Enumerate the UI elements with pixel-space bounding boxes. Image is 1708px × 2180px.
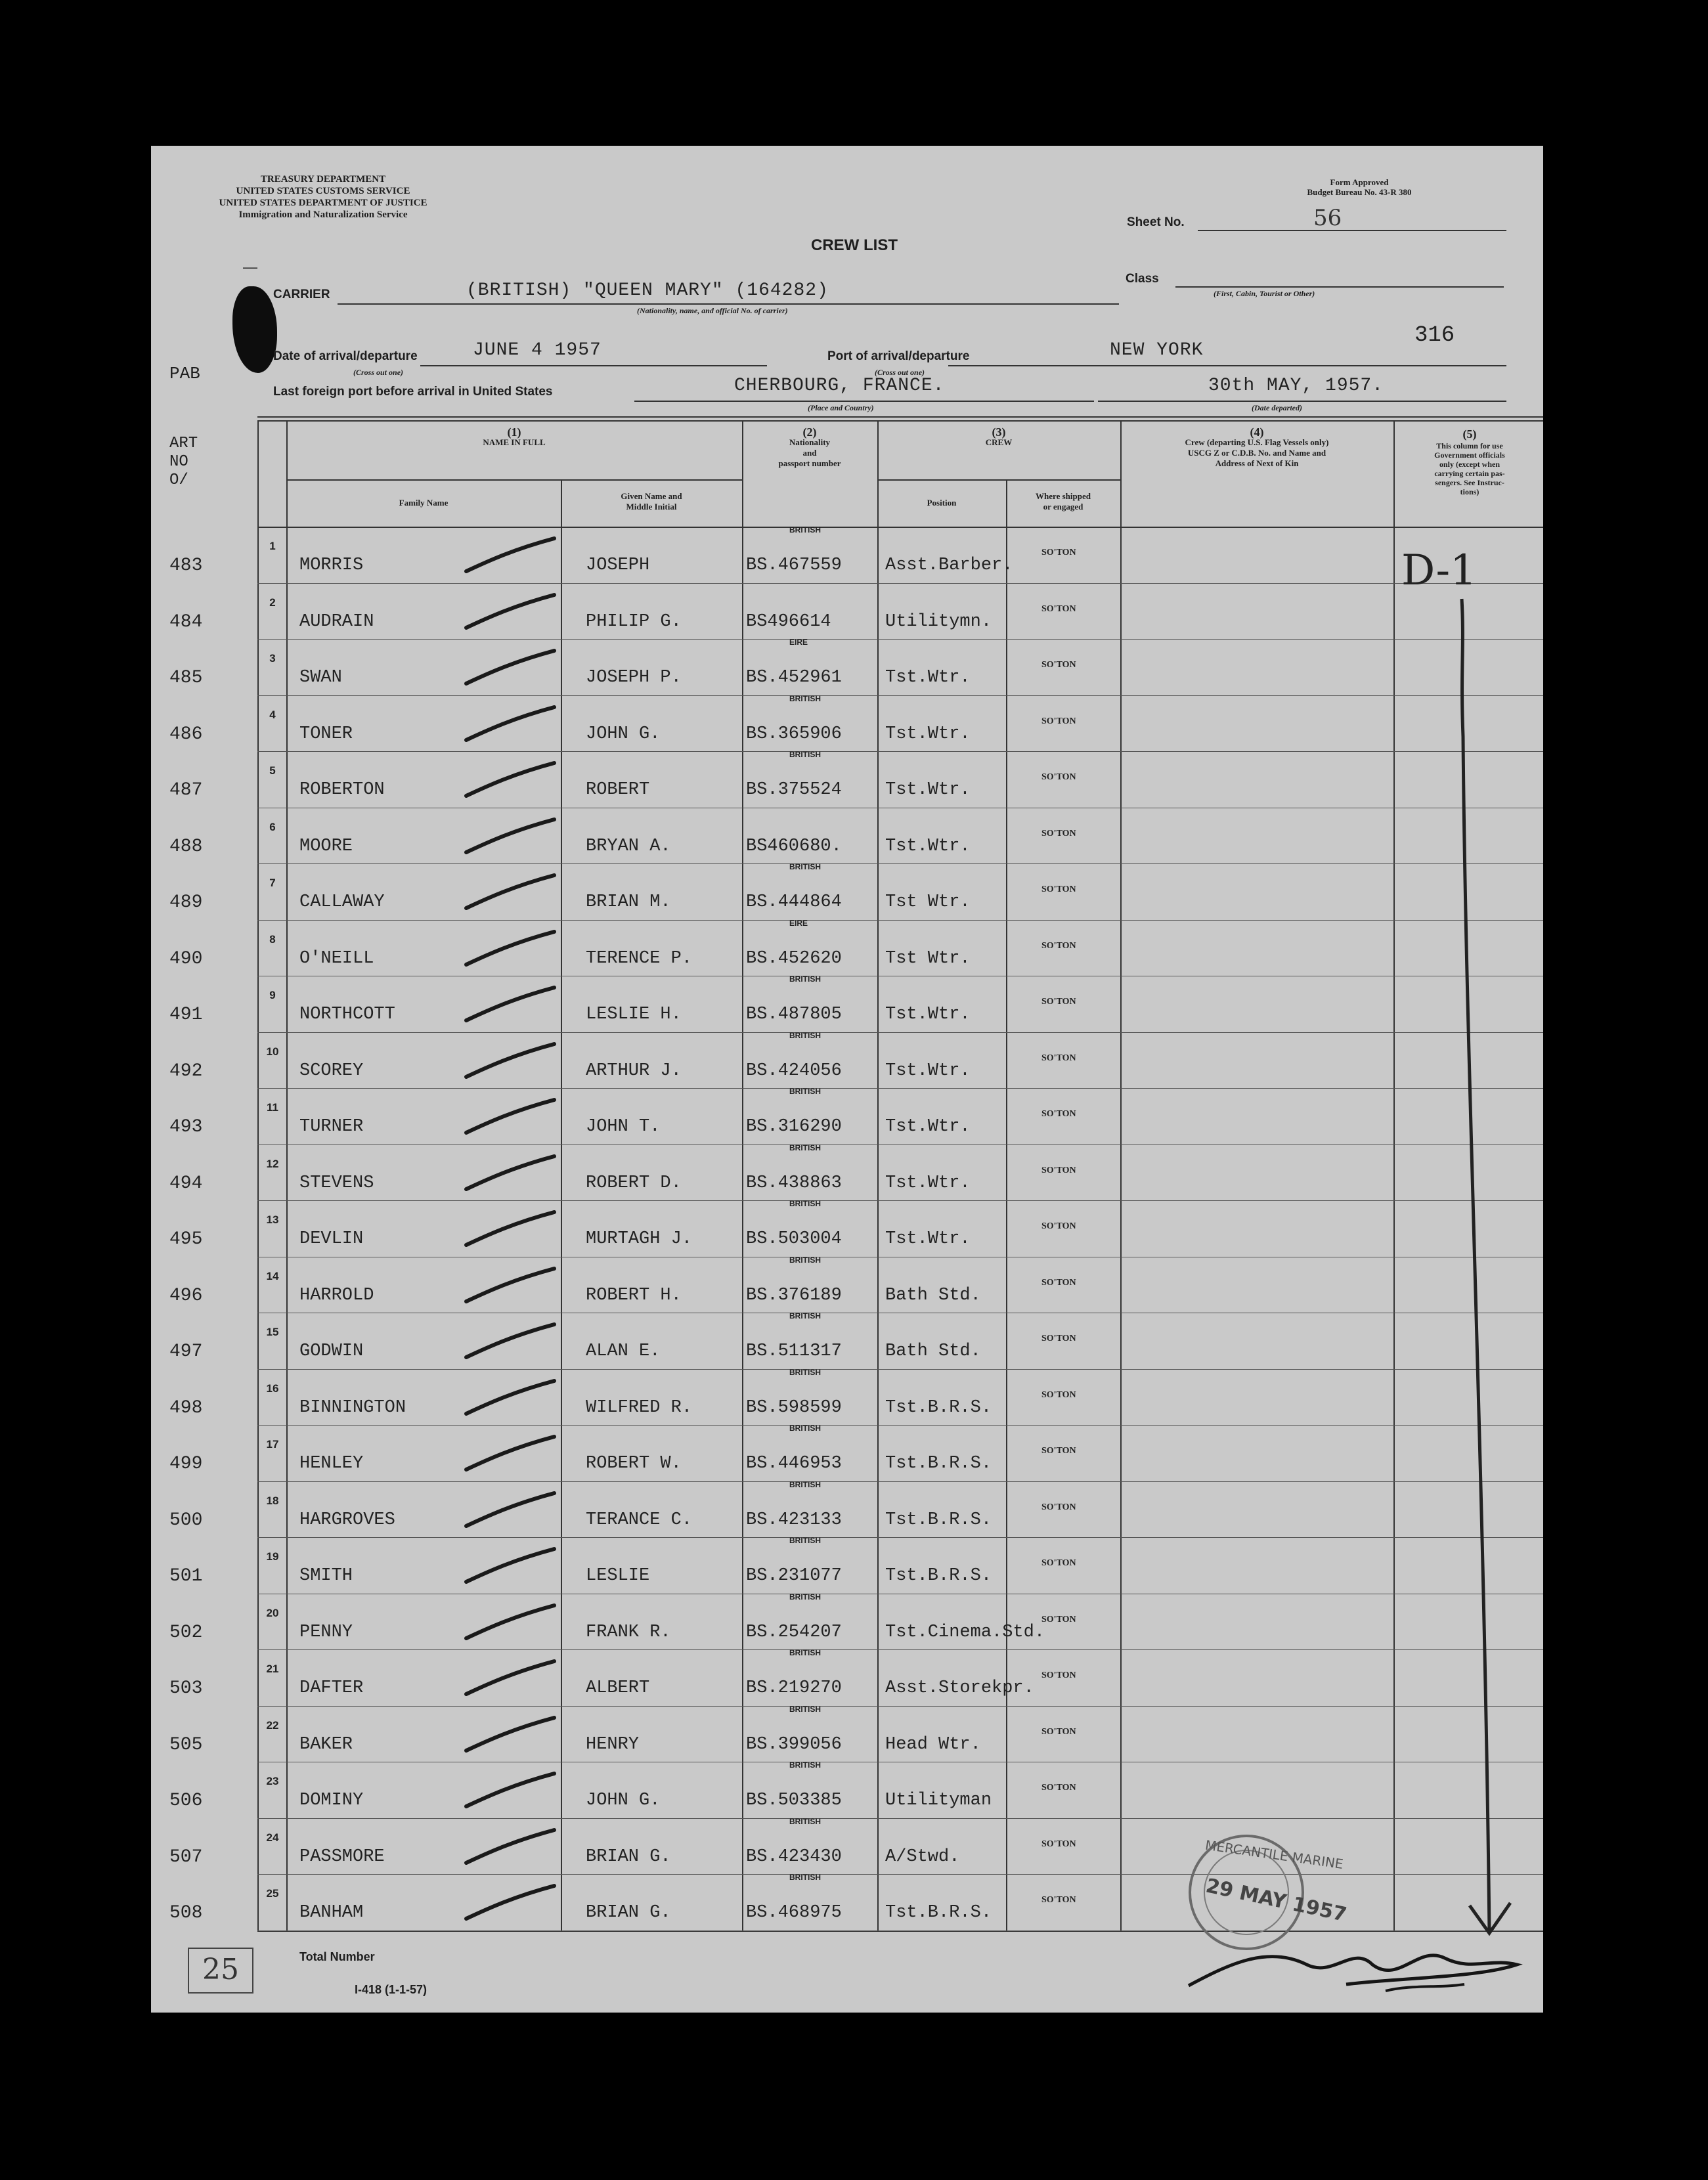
nationality: BRITISH [789, 1873, 821, 1882]
crew-position: Tst.Wtr. [885, 1005, 971, 1024]
line-number: 18 [266, 1494, 279, 1507]
passport-number: BS.468975 [746, 1903, 842, 1923]
crew-position: Head Wtr. [885, 1735, 981, 1755]
family-name: CALLAWAY [299, 892, 385, 912]
dept-line: UNITED STATES CUSTOMS SERVICE [236, 186, 410, 196]
passport-number: BS.503004 [746, 1229, 842, 1249]
family-name: AUDRAIN [299, 612, 374, 632]
line-number: 20 [266, 1607, 279, 1619]
line-number: 4 [269, 708, 276, 721]
art-number: 487 [169, 780, 203, 800]
family-name: ROBERTON [299, 780, 385, 800]
given-name: BRIAN G. [586, 1847, 671, 1867]
passport-number: BS.438863 [746, 1173, 842, 1193]
family-name: O'NEILL [299, 949, 374, 969]
shipped-port: SO'TON [1041, 884, 1076, 894]
shipped-port: SO'TON [1041, 1278, 1076, 1288]
given-name: JOHN T. [586, 1117, 661, 1137]
col5-line: Government officials [1434, 450, 1505, 460]
given-name: BRIAN G. [586, 1903, 671, 1923]
art-number: 494 [169, 1173, 203, 1194]
art-number: 498 [169, 1398, 203, 1418]
total-box [188, 1948, 253, 1994]
passport-number: BS.365906 [746, 724, 842, 744]
crew-position: Tst.Wtr. [885, 724, 971, 744]
shipped-port: SO'TON [1041, 1502, 1076, 1512]
art-number: 495 [169, 1229, 203, 1250]
family-name: HARROLD [299, 1286, 374, 1305]
family-name: GODWIN [299, 1341, 364, 1361]
crew-position: A/Stwd. [885, 1847, 960, 1867]
art-number: 505 [169, 1735, 203, 1755]
passport-number: BS.598599 [746, 1398, 842, 1418]
family-name: DOMINY [299, 1791, 364, 1810]
nationality: BRITISH [789, 1368, 821, 1377]
crew-position: Asst.Barber. [885, 556, 1013, 575]
where-shipped-line: or engaged [1043, 502, 1084, 512]
shipped-port: SO'TON [1041, 716, 1076, 726]
passport-number: BS.444864 [746, 892, 842, 912]
passport-number: BS.316290 [746, 1117, 842, 1137]
crew-position: Tst.B.R.S. [885, 1398, 992, 1418]
shipped-port: SO'TON [1041, 829, 1076, 839]
port-caption: (Cross out one) [875, 368, 925, 377]
family-name: SWAN [299, 668, 342, 687]
passport-number: BS.503385 [746, 1791, 842, 1810]
family-name-header: Family Name [399, 498, 449, 508]
given-name: ROBERT W. [586, 1454, 682, 1473]
art-no-header-line: O/ [169, 471, 188, 489]
date-departed-caption: (Date departed) [1252, 403, 1302, 412]
shipped-port: SO'TON [1041, 1670, 1076, 1680]
crew-position: Tst.Wtr. [885, 780, 971, 800]
given-name: ROBERT [586, 780, 650, 800]
form-approved-line: Budget Bureau No. 43-R 380 [1307, 187, 1412, 197]
line-number: 24 [266, 1831, 279, 1844]
line-number: 12 [266, 1158, 279, 1170]
total-value: 25 [202, 1953, 239, 1986]
line-number: 17 [266, 1438, 279, 1450]
line-number: 13 [266, 1213, 279, 1226]
shipped-port: SO'TON [1041, 1615, 1076, 1624]
nationality: BRITISH [789, 1143, 821, 1152]
col2-line: Nationality [789, 437, 831, 447]
arrival-caption: (Cross out one) [353, 368, 404, 377]
family-name: NORTHCOTT [299, 1005, 395, 1024]
nationality: BRITISH [789, 862, 821, 871]
d1-annotation: D-1 [1401, 546, 1477, 595]
nationality: BRITISH [789, 525, 821, 534]
art-number: 496 [169, 1286, 203, 1306]
check-line [1462, 599, 1489, 1932]
signature-underline [1386, 1984, 1464, 1991]
nationality: BRITISH [789, 1648, 821, 1657]
family-name: MORRIS [299, 556, 364, 575]
class-label: Class [1126, 272, 1159, 286]
given-name: WILFRED R. [586, 1398, 693, 1418]
col4-number: (4) [1250, 425, 1264, 439]
line-number: 15 [266, 1326, 279, 1338]
arrival-port-value: NEW YORK [1110, 340, 1204, 360]
art-number: 506 [169, 1791, 203, 1811]
sheet-no-label: Sheet No. [1127, 215, 1185, 229]
line-number: 8 [269, 933, 276, 946]
family-name: TONER [299, 724, 353, 744]
family-name: HARGROVES [299, 1510, 395, 1530]
carrier-caption: (Nationality, name, and official No. of carrier) [637, 306, 788, 315]
dash-mark: — [243, 259, 257, 275]
family-name: DEVLIN [299, 1229, 364, 1249]
given-name: ALAN E. [586, 1341, 661, 1361]
shipped-port: SO'TON [1041, 1221, 1076, 1231]
nationality: BRITISH [789, 1817, 821, 1826]
art-number: 497 [169, 1341, 203, 1362]
nationality: BRITISH [789, 1311, 821, 1320]
line-number: 10 [266, 1045, 279, 1058]
passport-number: BS.424056 [746, 1061, 842, 1081]
given-name: TERANCE C. [586, 1510, 693, 1530]
shipped-port: SO'TON [1041, 1839, 1076, 1849]
shipped-port: SO'TON [1041, 772, 1076, 782]
crew-position: Tst.Wtr. [885, 1229, 971, 1249]
nationality: BRITISH [789, 974, 821, 984]
art-no-header-line: NO [169, 453, 188, 471]
crew-position: Bath Std. [885, 1341, 981, 1361]
crew-list-form [151, 146, 1543, 2013]
family-name: HENLEY [299, 1454, 364, 1473]
given-name: BRIAN M. [586, 892, 671, 912]
where-shipped-line: Where shipped [1036, 491, 1091, 501]
art-number: 493 [169, 1117, 203, 1137]
col2-line: passport number [778, 458, 841, 468]
family-name: PASSMORE [299, 1847, 385, 1867]
dept-line: UNITED STATES DEPARTMENT OF JUSTICE [219, 198, 427, 208]
shipped-port: SO'TON [1041, 1166, 1076, 1175]
family-name: TURNER [299, 1117, 364, 1137]
nationality: BRITISH [789, 1199, 821, 1208]
position-header: Position [927, 498, 957, 508]
passport-number: BS.231077 [746, 1566, 842, 1586]
line-number: 25 [266, 1887, 279, 1900]
given-name: HENRY [586, 1735, 640, 1755]
crew-position: Tst Wtr. [885, 949, 971, 969]
art-number: 499 [169, 1454, 203, 1474]
given-name: JOHN G. [586, 724, 661, 744]
given-name: FRANK R. [586, 1623, 671, 1642]
form-approved-line: Form Approved [1330, 177, 1389, 187]
family-name: PENNY [299, 1623, 353, 1642]
art-number: 502 [169, 1623, 203, 1643]
art-no-header-line: ART [169, 435, 198, 452]
shipped-port: SO'TON [1041, 548, 1076, 557]
col5-line: only (except when [1439, 460, 1500, 469]
given-name-header-line: Given Name and [621, 491, 682, 501]
art-number: 500 [169, 1510, 203, 1531]
passport-number: BS496614 [746, 612, 831, 632]
form-title: CREW LIST [811, 236, 898, 254]
col5-line: This column for use [1436, 441, 1503, 450]
class-caption: (First, Cabin, Tourist or Other) [1214, 289, 1315, 298]
col1-number: (1) [507, 425, 521, 439]
date-departed-value: 30th MAY, 1957. [1208, 376, 1384, 396]
crew-position: Tst.B.R.S. [885, 1510, 992, 1530]
line-number: 2 [269, 596, 276, 609]
art-number: 508 [169, 1903, 203, 1923]
art-number: 488 [169, 837, 203, 857]
line-number: 9 [269, 989, 276, 1001]
col4-line: Address of Next of Kin [1215, 458, 1299, 468]
col3-title: CREW [985, 437, 1013, 447]
col5-number: (5) [1462, 427, 1477, 441]
art-number: 485 [169, 668, 203, 688]
stamp-date: 29 MAY 1957 [1204, 1874, 1349, 1927]
line-number: 21 [266, 1663, 279, 1675]
passport-number: BS460680. [746, 837, 842, 856]
given-name: MURTAGH J. [586, 1229, 693, 1249]
col5-line: tions) [1460, 487, 1479, 496]
line-number: 6 [269, 821, 276, 833]
family-name: MOORE [299, 837, 353, 856]
shipped-port: SO'TON [1041, 1558, 1076, 1568]
crew-position: Tst.Wtr. [885, 1061, 971, 1081]
shipped-port: SO'TON [1041, 1109, 1076, 1119]
nationality: BRITISH [789, 1760, 821, 1770]
nationality: BRITISH [789, 1255, 821, 1265]
given-name: ARTHUR J. [586, 1061, 682, 1081]
given-name: JOHN G. [586, 1791, 661, 1810]
crew-position: Bath Std. [885, 1286, 981, 1305]
crew-position: Tst.Wtr. [885, 668, 971, 687]
given-name: JOSEPH [586, 556, 650, 575]
shipped-port: SO'TON [1041, 1895, 1076, 1905]
nationality: BRITISH [789, 1424, 821, 1433]
col5-line: carrying certain pas- [1434, 469, 1505, 478]
crew-position: Tst.B.R.S. [885, 1903, 992, 1923]
nationality: BRITISH [789, 750, 821, 759]
family-name: SMITH [299, 1566, 353, 1586]
nationality: BRITISH [789, 1705, 821, 1714]
passport-number: BS.219270 [746, 1678, 842, 1698]
family-name: BAKER [299, 1735, 353, 1755]
art-number: 503 [169, 1678, 203, 1699]
given-name: JOSEPH P. [586, 668, 682, 687]
art-number: 501 [169, 1566, 203, 1586]
art-number: 484 [169, 612, 203, 632]
line-number: 22 [266, 1719, 279, 1732]
line-number: 5 [269, 764, 276, 777]
col2-number: (2) [802, 425, 817, 439]
given-name: LESLIE [586, 1566, 650, 1586]
nationality: BRITISH [789, 1480, 821, 1489]
arrival-date-value: JUNE 4 1957 [473, 340, 602, 360]
family-name: BINNINGTON [299, 1398, 406, 1418]
col2-line: and [802, 448, 817, 458]
carrier-label: CARRIER [273, 288, 330, 301]
shipped-port: SO'TON [1041, 660, 1076, 670]
dept-line: TREASURY DEPARTMENT [260, 174, 386, 185]
given-name-header-line: Middle Initial [626, 502, 677, 512]
passport-number: BS.452620 [746, 949, 842, 969]
stamp-number: 316 [1414, 323, 1455, 348]
family-name: BANHAM [299, 1903, 364, 1923]
nationality: BRITISH [789, 1031, 821, 1040]
line-number: 1 [269, 540, 276, 552]
crew-position: Tst.B.R.S. [885, 1566, 992, 1586]
art-number: 486 [169, 724, 203, 745]
nationality: BRITISH [789, 1087, 821, 1096]
crew-position: Tst.Wtr. [885, 1173, 971, 1193]
nationality: BRITISH [789, 1592, 821, 1602]
shipped-port: SO'TON [1041, 1446, 1076, 1456]
last-port-label: Last foreign port before arrival in United States [273, 385, 553, 399]
line-number: 19 [266, 1550, 279, 1563]
line-number: 3 [269, 652, 276, 665]
shipped-port: SO'TON [1041, 604, 1076, 614]
shipped-port: SO'TON [1041, 1390, 1076, 1400]
passport-number: BS.467559 [746, 556, 842, 575]
passport-number: BS.399056 [746, 1735, 842, 1755]
given-name: TERENCE P. [586, 949, 693, 969]
passport-number: BS.423430 [746, 1847, 842, 1867]
sheet-no-value: 56 [1313, 205, 1342, 231]
family-name: SCOREY [299, 1061, 364, 1081]
given-name: ALBERT [586, 1678, 650, 1698]
line-number: 11 [267, 1101, 278, 1114]
crew-position: Utilityman [885, 1791, 992, 1810]
nationality: EIRE [789, 638, 808, 647]
shipped-port: SO'TON [1041, 997, 1076, 1007]
passport-number: BS.375524 [746, 780, 842, 800]
last-port-caption: (Place and Country) [808, 403, 874, 412]
arrival-port-label: Port of arrival/departure [827, 349, 970, 363]
nationality: BRITISH [789, 694, 821, 703]
last-port-value: CHERBOURG, FRANCE. [734, 376, 945, 396]
passport-number: BS.423133 [746, 1510, 842, 1530]
art-number: 491 [169, 1005, 203, 1025]
crew-position: Utilitymn. [885, 612, 992, 632]
shipped-port: SO'TON [1041, 1727, 1076, 1737]
annotation-overlay [151, 146, 1543, 2013]
art-number: 490 [169, 949, 203, 969]
arrival-date-label: Date of arrival/departure [273, 349, 418, 363]
art-number: 492 [169, 1061, 203, 1081]
line-number: 16 [266, 1382, 279, 1395]
dept-line: Immigration and Naturalization Service [238, 209, 408, 220]
shipped-port: SO'TON [1041, 1334, 1076, 1343]
passport-number: BS.511317 [746, 1341, 842, 1361]
stamp-text: MERCANTILE MARINE [1204, 1837, 1345, 1872]
col1-title: NAME IN FULL [483, 437, 546, 447]
line-number: 7 [269, 877, 276, 889]
family-name: STEVENS [299, 1173, 374, 1193]
given-name: ROBERT D. [586, 1173, 682, 1193]
passport-number: BS.446953 [746, 1454, 842, 1473]
shipped-port: SO'TON [1041, 941, 1076, 951]
crew-position: Tst.Cinema.Std. [885, 1623, 1045, 1642]
passport-number: BS.487805 [746, 1005, 842, 1024]
art-number: 483 [169, 556, 203, 576]
nationality: EIRE [789, 919, 808, 928]
nationality: BRITISH [789, 1536, 821, 1545]
pab-mark: PAB [169, 364, 200, 383]
art-number: 507 [169, 1847, 203, 1867]
shipped-port: SO'TON [1041, 1783, 1076, 1793]
art-number: 489 [169, 892, 203, 913]
crew-position: Tst.Wtr. [885, 1117, 971, 1137]
crew-position: Tst.Wtr. [885, 837, 971, 856]
col5-line: sengers. See Instruc- [1435, 478, 1504, 487]
family-name: DAFTER [299, 1678, 364, 1698]
passport-number: BS.452961 [746, 668, 842, 687]
passport-number: BS.254207 [746, 1623, 842, 1642]
total-number-label: Total Number [299, 1950, 375, 1963]
carrier-value: (BRITISH) "QUEEN MARY" (164282) [466, 280, 829, 301]
passport-number: BS.376189 [746, 1286, 842, 1305]
line-number: 14 [266, 1270, 279, 1282]
given-name: LESLIE H. [586, 1005, 682, 1024]
crew-position: Asst.Storekpr. [885, 1678, 1034, 1698]
given-name: PHILIP G. [586, 612, 682, 632]
col3-number: (3) [992, 425, 1006, 439]
col4-line: Crew (departing U.S. Flag Vessels only) [1185, 437, 1329, 447]
line-number: 23 [266, 1775, 279, 1787]
given-name: BRYAN A. [586, 837, 671, 856]
signature [1189, 1955, 1517, 1986]
given-name: ROBERT H. [586, 1286, 682, 1305]
crew-position: Tst.B.R.S. [885, 1454, 992, 1473]
shipped-port: SO'TON [1041, 1053, 1076, 1063]
form-code: I-418 (1-1-57) [355, 1983, 427, 1996]
col4-line: USCG Z or C.D.B. No. and Name and [1187, 448, 1326, 458]
crew-position: Tst Wtr. [885, 892, 971, 912]
